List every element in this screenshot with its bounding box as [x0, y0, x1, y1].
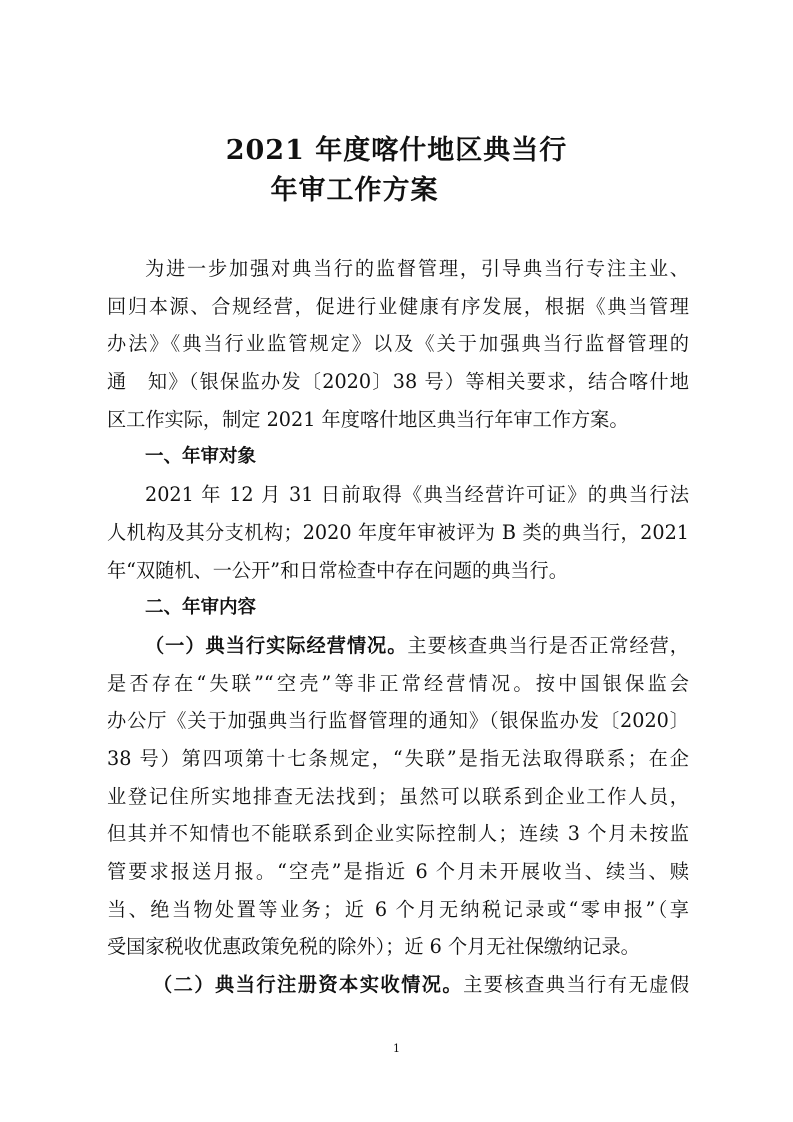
document-body [107, 250, 689, 1004]
paragraph-scope-line: 2021 年 12 月 31 日前取得《典当经营许可证》的典当行法 [145, 483, 689, 507]
document-title-line2: 年审工作方案 [270, 175, 439, 206]
paragraph-operation-line: 38 号）第四项第十七条规定，“失联”是指无法取得联系；在企 [107, 746, 689, 770]
paragraph-intro-line: 通 知》（银保监办发〔2020〕38 号）等相关要求，结合喀什地 [107, 370, 689, 394]
subsection-label-operation: （一）典当行实际经营情况。 [145, 633, 408, 657]
section-heading-content: 二、年审内容 [145, 597, 257, 619]
document-title-line1: 2021 年度喀什地区典当行 [225, 135, 568, 166]
paragraph-scope-line: 人机构及其分支机构；2020 年度年审被评为 B 类的典当行，2021 [107, 520, 689, 544]
paragraph-operation-line: 但其并不知情也不能联系到企业实际控制人；连续 3 个月未按监 [107, 822, 689, 846]
page-number: 1 [393, 1042, 400, 1055]
paragraph-intro-line: 办法》《典当行业监管规定》以及《关于加强典当行监督管理的 [107, 332, 689, 356]
paragraph-operation-line [107, 627, 689, 665]
paragraph-scope-line: 年“双随机、一公开”和日常检查中存在问题的典当行。 [107, 558, 568, 582]
paragraph-capital-line [107, 966, 689, 1004]
paragraph-intro-line: 为进一步加强对典当行的监督管理，引导典当行专注主业、 [145, 257, 689, 280]
paragraph-operation-line: 是否存在“失联”“空壳”等非正常经营情况。按中国银保监会 [107, 671, 689, 695]
paragraph-operation-line: 业登记住所实地排查无法找到；虽然可以联系到企业工作人员， [107, 784, 689, 808]
subsection-text-capital: 主要核查典当行有无虚假 [463, 973, 690, 997]
paragraph-operation-line: 受国家税收优惠政策免税的除外）；近 6 个月无社保缴纳记录。 [107, 935, 640, 959]
paragraph-intro-line: 区工作实际，制定 2021 年度喀什地区典当行年审工作方案。 [107, 407, 629, 431]
subsection-label-capital: （二）典当行注册资本实收情况。 [153, 973, 464, 997]
paragraph-intro-line: 回归本源、合规经营，促进行业健康有序发展，根据《典当管理 [107, 294, 689, 318]
subsection-text-operation: 主要核查典当行是否正常经营， [407, 633, 689, 657]
paragraph-operation-line: 管要求报送月报。“空壳”是指近 6 个月未开展收当、续当、赎 [107, 860, 689, 883]
section-heading-scope: 一、年审对象 [145, 446, 257, 468]
paragraph-operation-line: 当、绝当物处置等业务；近 6 个月无纳税记录或“零申报”（享 [107, 897, 689, 921]
paragraph-operation-line: 办公厅《关于加强典当行监督管理的通知》（银保监办发〔2020〕 [107, 709, 689, 733]
